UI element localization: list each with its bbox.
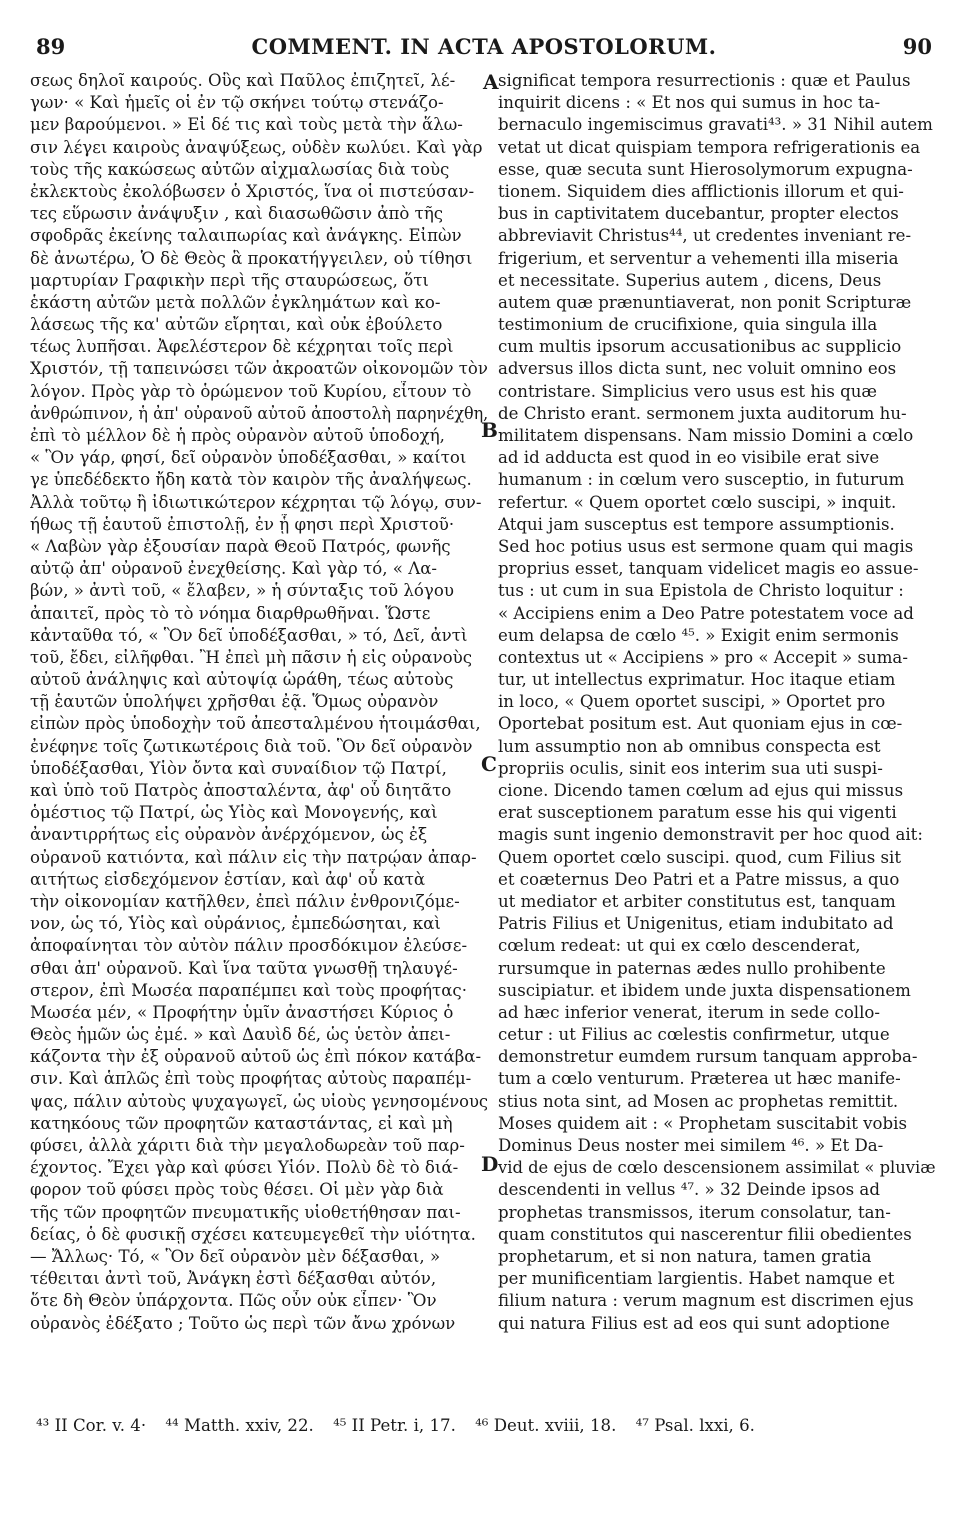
greek-text-line: τοῦ, ἔδει, εἰλῆφθαι. Ἢ ἐπεὶ μὴ πᾶσιν ἡ εἰς οὐρανοὺς [30, 647, 473, 667]
greek-text-line: ἀποφαίνηται τὸν αὐτὸν πάλιν προσδόκιμον ἐλεύσε- [30, 936, 468, 956]
section-marker-d: D [481, 1152, 499, 1176]
greek-text-line: γων· « Καὶ ἡμεῖς οἱ ἐν τῷ σκήνει τούτῳ στενάζο- [30, 93, 444, 113]
latin-text-line: Oportebat positum est. Aut quoniam ejus in cœ- [498, 714, 903, 734]
page-number-right: 90 [902, 34, 932, 59]
greek-text-line: σεως δηλοῖ καιρούς. Οὓς καὶ Παῦλος ἐπιζητεῖ, λέ- [30, 71, 456, 90]
greek-text-line: ὅτε δὴ Θεὸν ὑπάρχοντα. Πῶς οὖν οὐκ εἶπεν· Ὃν [30, 1291, 437, 1311]
section-marker-b: B [481, 418, 498, 442]
latin-text-line: propriis oculis, sinit eos interim sua uti suspi- [498, 758, 883, 778]
greek-text-line: οὐρανοῦ κατιόντα, καὶ πάλιν εἰς τὴν πατρῴαν ἀπαρ- [30, 847, 477, 867]
greek-text-line: Θεὸς ἡμῶν ὡς ἐμέ. » καὶ Δαυὶδ δέ, ὡς ὑετὸν ἀπει- [30, 1025, 451, 1045]
latin-text-line: contristare. Simplicius vero usus est his quæ [498, 381, 878, 401]
latin-text-line: esse, quæ secuta sunt Hierosolymorum expugna- [498, 159, 913, 179]
latin-text-line: Moses quidem ait : « Prophetam suscitabit vobis [498, 1113, 907, 1133]
greek-text-line: ἀναντιρρήτως εἰς οὐρανὸν ἀνέρχόμενον, ὡς ἐξ [30, 825, 428, 845]
latin-text-line: eum delapsa de cœlo ⁴⁵. » Exigit enim sermonis [498, 625, 899, 645]
greek-text-line: αὐτοῦ ἀνάληψις καὶ αὐτοψίᾳ ὡράθη, τέως αὐτοὺς [30, 670, 454, 690]
latin-text-line: Dominus Deus noster mei similem ⁴⁶. » Et Da- [498, 1136, 884, 1155]
greek-text-line: στερον, ἐπὶ Μωσέα παραπέμπει καὶ τοὺς προφήτας· [30, 980, 467, 1000]
greek-text-line: μεν βαρούμενοι. » Εἰ δέ τις καὶ τοὺς μετὰ τὴν ἅλω- [30, 115, 463, 135]
latin-text-line: demonstretur eumdem rursum tanquam approba- [498, 1047, 918, 1067]
latin-text-line: tionem. Siquidem dies afflictionis illorum et qui- [498, 181, 904, 201]
latin-text-line: cione. Dicendo tamen cœlum ad ejus qui missus [498, 781, 904, 800]
latin-text-line: tus : ut cum in sua Epistola de Christo loquitur : [498, 581, 904, 601]
latin-text-line: Patris Filius et Unigenitus, etiam indubitato ad [498, 914, 894, 934]
running-title: COMMENT. IN ACTA APOSTOLORUM. [251, 34, 717, 59]
greek-text-line: ψας, πάλιν αὐτοὺς ψυχαγωγεῖ, ὡς υἱοὺς γενησομένους [30, 1091, 489, 1111]
greek-text-line: τοὺς τῆς κακώσεως αὐτῶν αἰχμαλωσίας διὰ τοὺς [30, 159, 450, 179]
latin-text-line: filium natura : verum magnum est discrimen ejus [498, 1291, 914, 1311]
latin-text-line: descendenti in vellus ⁴⁷. » 32 Deinde ipsos ad [498, 1180, 880, 1200]
page-header [36, 34, 932, 64]
greek-text-line: « Λαβὼν γὰρ ἐξουσίαν παρὰ Θεοῦ Πατρός, φωνῆς [30, 536, 451, 556]
greek-text-line: τῇ ἑαυτῶν ὑπολήψει χρῆσθαι ἐᾷ. Ὅμως οὐρανὸν [30, 692, 439, 712]
greek-text-line: δὲ ἀνωτέρω, Ὁ δὲ Θεὸς ἃ προκατήγγειλεν, οὐ τίθησι [30, 248, 473, 268]
latin-text-line: cum multis ipsorum accusationibus ac supplicio [498, 337, 902, 357]
latin-text-line: Sed hoc potius usus est sermone quam qui magis [498, 536, 914, 556]
greek-text-line: δείας, ὁ δὲ φυσικῇ σχέσει κατευμεγεθεῖ τὴν υἱότητα. [30, 1224, 476, 1244]
section-marker-a: A [483, 70, 499, 94]
greek-text-line: τῆς τῶν προφητῶν πνευματικῆς υἱοθετήθησαν παι- [30, 1202, 461, 1222]
latin-text-line: vid de ejus de cœlo descensionem assimilat « pluviæ [498, 1158, 936, 1178]
greek-text-line: ἐπὶ τὸ μέλλον δὲ ἡ πρὸς οὐρανὸν αὐτοῦ ὑποδοχή, [30, 426, 445, 445]
greek-text-line: τέως λυπῆσαι. Ἀφελέστερον δὲ κέχρηται τοῖς περὶ [30, 337, 454, 357]
greek-text-line: βών, » ἀντὶ τοῦ, « ἔλαβεν, » ἡ σύνταξις τοῦ λόγου [30, 581, 454, 601]
greek-text-line: τέθειται ἀντὶ τοῦ, Ἀνάγκη ἐστὶ δέξασθαι αὐτόν, [30, 1269, 437, 1289]
latin-text-line: « Accipiens enim a Deo Patre potestatem voce ad [498, 603, 914, 623]
greek-text-line: ἐκλεκτοὺς ἐκολόβωσεν ὁ Χριστός, ἵνα οἱ πιστεύσαν- [30, 181, 475, 201]
greek-text-line: τες εὕρωσιν ἀνάψυξιν , καὶ διασωθῶσιν ἀπὸ τῆς [30, 204, 444, 224]
greek-text-line: σθαι ἀπ' οὐρανοῦ. Καὶ ἵνα ταῦτα γνωσθῇ τηλαυγέ- [30, 958, 458, 978]
latin-text-line: in loco, « Quem oportet suscipi, » Oportet pro [498, 692, 886, 712]
latin-text-line: significat tempora resurrectionis : quæ et Paulus [498, 71, 911, 90]
footnote: ⁴⁴ Matth. xxiv, 22. [165, 1416, 314, 1435]
latin-text-line: inquirit dicens : « Et nos qui sumus in hoc ta- [498, 93, 881, 113]
greek-text-line: ἀνθρώπινον, ἡ ἀπ' οὐρανοῦ αὐτοῦ ἀποστολὴ παρηνέχθη, [30, 403, 489, 423]
latin-text-line: autem quæ prænuntiaverat, non ponit Scripturæ [498, 292, 912, 312]
greek-text-line: ἀπαιτεῖ, πρὸς τὸ τὸ νόημα διαρθρωθῆναι. Ὥστε [30, 603, 431, 623]
footnote: ⁴⁶ Deut. xviii, 18. [475, 1416, 617, 1435]
greek-text-line: σιν. Καὶ ἁπλῶς ἐπὶ τοὺς προφήτας αὐτοὺς παραπέμ- [30, 1069, 472, 1089]
latin-text-line: prophetas transmissos, iterum consolatur, tan- [498, 1202, 891, 1222]
latin-text-line: contextus ut « Accipiens » pro « Accepit » suma- [498, 647, 908, 667]
latin-text-line: magis sunt ingenio demonstravit per hoc quod ait: [498, 825, 923, 845]
latin-text-line: bus in captivitatem ducebantur, propter electos [498, 204, 899, 224]
greek-text-line: ἑκάστη αὐτῶν μετὰ πολλῶν ἐγκλημάτων καὶ κο- [30, 292, 441, 312]
latin-text-line: cetur : ut Filius ac cœlestis confirmetur, utque [498, 1025, 890, 1045]
greek-text-line: Μωσέα μέν, « Προφήτην ὑμῖν ἀναστήσει Κύριος ὁ [30, 1002, 454, 1022]
latin-text-line: erat susceptionem paratum esse his qui vigenti [498, 803, 897, 823]
greek-text-line: τὴν οἰκονομίαν κατῆλθεν, ἐπεὶ πάλιν ἐνθρονιζόμε- [30, 891, 460, 911]
greek-text-line: εἰπὼν πρὸς ὑποδοχὴν τοῦ ἀπεσταλμένου ἡτοιμάσθαι, [30, 714, 481, 734]
greek-text-line: κατηκόους τῶν προφητῶν καταστάντας, εἰ καὶ μὴ [30, 1113, 453, 1133]
latin-text-line: militatem dispensans. Nam missio Domini a cœlo [498, 426, 914, 445]
latin-text-line: per munificentiam largientis. Habet namque et [498, 1269, 895, 1289]
latin-text-line: Atqui jam susceptus est tempore assumptionis. [498, 514, 895, 534]
latin-text-line: bernaculo ingemiscimus gravati⁴³. » 31 Nihil autem [498, 115, 933, 135]
latin-text-line: lum assumptio non ab omnibus conspecta est [498, 736, 881, 756]
footnotes [36, 1416, 936, 1435]
greek-text-line: Χριστόν, τῇ ταπεινώσει τῶν ἀκροατῶν οἰκονομῶν τὸν [30, 359, 488, 379]
greek-text-line: αιτήτως εἰσδεχόμενον ἑστίαν, καὶ ἀφ' οὗ κατὰ [30, 869, 426, 889]
latin-text-line: tur, ut intellectus exprimatur. Hoc itaque etiam [498, 670, 896, 690]
latin-text-line: qui natura Filius est ad eos qui sunt adoptione [498, 1313, 890, 1333]
greek-text-line: νον, ὡς τό, Υἱὸς καὶ οὐράνιος, ἐμπεδώσηται, καὶ [30, 914, 441, 934]
latin-text-line: abbreviavit Christus⁴⁴, ut credentes inveniant re- [498, 226, 912, 246]
latin-text-line: cœlum redeat: ut qui ex cœlo descenderat, [498, 936, 861, 956]
footnote: ⁴³ II Cor. v. 4· [36, 1416, 147, 1435]
latin-text-line: testimonium de crucifixione, quia singula illa [498, 315, 878, 335]
latin-text-line: et coæternus Deo Patri et a Patre missus, a quo [498, 869, 900, 889]
latin-text-line: ad hæc inferior venerat, iterum in sede collo- [498, 1002, 881, 1022]
latin-text-line: tum a cœlo venturum. Præterea ut hæc manife- [498, 1069, 901, 1089]
latin-text-line: Quem oportet cœlo suscipi. quod, cum Filius sit [498, 847, 902, 867]
section-marker-c: C [481, 752, 497, 776]
greek-text-line: κἀνταῦθα τό, « Ὃν δεῖ ὑποδέξασθαι, » τό, Δεῖ, ἀντὶ [30, 625, 468, 645]
greek-text-line: — Ἄλλως· Τό, « Ὃν δεῖ οὐρανὸν μὲν δέξασθαι, » [30, 1246, 441, 1266]
latin-text-line: rursumque in paternas ædes nullo prohibente [498, 958, 886, 978]
greek-text-line: έχοντος. Ἔχει γὰρ καὶ φύσει Υἱόν. Πολὺ δὲ τὸ διά- [30, 1158, 459, 1178]
greek-text-line: σιν λέγει καιροὺς ἀναψύξεως, οὐδὲν κωλύει. Καὶ γὰρ [30, 137, 483, 157]
greek-text-column [30, 70, 488, 1335]
greek-text-line: ὑποδέξασθαι, Υἱὸν ὄντα καὶ συναίδιον τῷ Πατρί, [30, 758, 447, 778]
greek-text-line: σφοδρᾶς ἐκείνης ταλαιπωρίας καὶ ἀνάγκης. Εἰπὼν [30, 226, 462, 246]
footnote: ⁴⁵ II Petr. i, 17. [333, 1416, 456, 1435]
greek-text-line: λόγον. Πρὸς γὰρ τὸ ὁρώμενον τοῦ Κυρίου, εἶτουν τὸ [30, 381, 472, 401]
greek-text-line: μαρτυρίαν Γραφικὴν περὶ τῆς σταυρώσεως, ὅτι [30, 270, 429, 290]
latin-text-line: proprius esset, tanquam videlicet magis eo assue- [498, 559, 919, 579]
greek-text-line: καὶ ὑπὸ τοῦ Πατρὸς ἀποσταλέντα, ἀφ' οὗ διητᾶτο [30, 781, 452, 800]
latin-text-line: frigerium, et serventur a vehementi illa miseria [498, 248, 899, 268]
page-number-left: 89 [36, 34, 66, 59]
latin-text-line: suscipiatur. et ibidem unde juxta dispensationem [498, 980, 911, 1000]
greek-text-line: ήθως τῇ ἑαυτοῦ ἐπιστολῇ, ἐν ᾗ φησι περὶ Χριστοῦ· [30, 514, 455, 534]
greek-text-line: φύσει, ἀλλὰ χάριτι διὰ τὴν μεγαλοδωρεὰν τοῦ παρ- [30, 1136, 465, 1155]
latin-text-line: refertur. « Quem oportet cœlo suscipi, » inquit. [498, 492, 897, 512]
latin-text-line: adversus illos dicta sunt, nec voluit omnino eos [498, 359, 897, 379]
latin-text-column [498, 70, 936, 1335]
greek-text-line: λάσεως τῆς κα' αὐτῶν εἴρηται, καὶ οὐκ ἐβούλετο [30, 315, 443, 335]
greek-text-line: Ἀλλὰ τοῦτῳ ἢ ἰδιωτικώτερον κέχρηται τῷ λόγῳ, συν- [30, 492, 482, 512]
greek-text-line: ἐνέφηνε τοῖς ζωτικωτέροις διὰ τοῦ. Ὃν δεῖ οὐρανὸν [30, 736, 473, 756]
latin-text-line: quam constitutos qui nascerentur filii obedientes [498, 1224, 912, 1244]
footnote: ⁴⁷ Psal. lxxi, 6. [635, 1416, 755, 1435]
greek-text-line: « Ὃν γάρ, φησί, δεῖ οὐρανὸν ὑποδέξασθαι, » καίτοι [30, 448, 467, 468]
latin-text-line: humanum : in cœlum vero susceptio, in futurum [498, 470, 905, 490]
greek-text-line: οὐρανὸς ἐδέξατο ; Τοῦτο ὡς περὶ τῶν ἄνω χρόνων [30, 1313, 456, 1333]
latin-text-line: stius nota sint, ad Mosen ac prophetas remittit. [498, 1091, 899, 1111]
greek-text-line: κάζοντα τὴν ἐξ οὐρανοῦ αὐτοῦ ὡς ἐπὶ πόκον κατάβα- [30, 1047, 482, 1067]
latin-text-line: et necessitate. Superius autem , dicens, Deus [498, 270, 882, 290]
greek-text-line: αὐτῷ ἀπ' οὐρανοῦ ἐνεχθείσης. Καὶ γὰρ τό, « Λα- [30, 559, 438, 579]
latin-text-line: prophetarum, et si non natura, tamen gratia [498, 1246, 872, 1266]
latin-text-line: ad id adducta est quod in eo visibile erat sive [498, 448, 880, 468]
greek-text-line: ὁμέστιος τῷ Πατρί, ὡς Υἱὸς καὶ Μονογενής, καὶ [30, 803, 438, 823]
latin-text-line: ut mediator et arbiter constitutus est, tanquam [498, 891, 896, 911]
latin-text-line: vetat ut dicat quispiam tempora refrigerationis ea [498, 137, 921, 157]
latin-text-line: de Christo erant. sermonem juxta auditorum hu- [498, 403, 907, 423]
greek-text-line: φορον τοῦ φύσει πρὸς τοὺς θέσει. Οἱ μὲν γὰρ διὰ [30, 1180, 444, 1200]
greek-text-line: γε ὑπεδέδεκτο ἤδη κατὰ τὸν καιρὸν τῆς ἀναλήψεως. [30, 470, 472, 490]
